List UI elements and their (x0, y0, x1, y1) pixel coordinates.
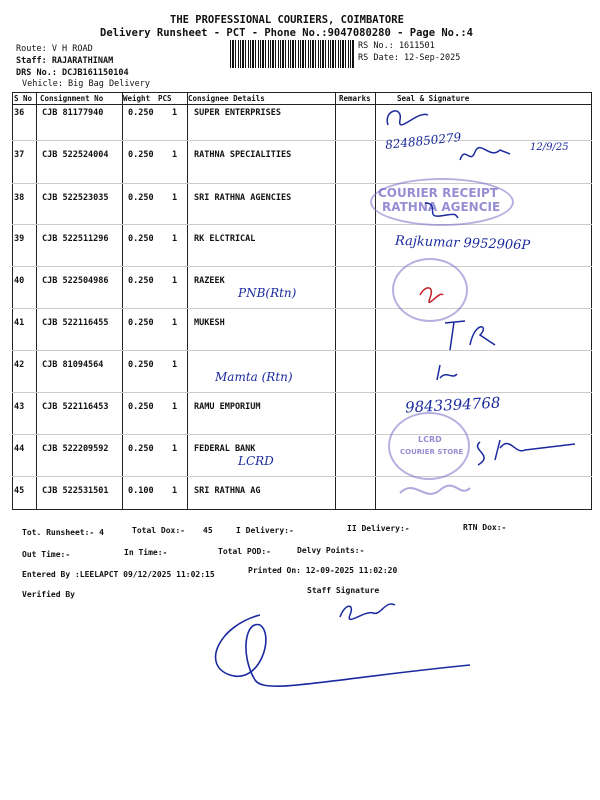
row-separator (12, 476, 592, 477)
out-time: Out Time:- (22, 550, 71, 559)
verifier-signature (200, 595, 480, 705)
row-consignment-no: CJB 81177940 (42, 108, 104, 118)
verified-by: Verified By (22, 590, 75, 599)
row-pcs: 1 (172, 108, 178, 118)
in-time: In Time:- (124, 548, 168, 557)
row-pcs: 1 (172, 444, 178, 454)
row-consignment-no: CJB 81094564 (42, 360, 104, 370)
total-dox-label: Total Dox:- (132, 526, 185, 535)
row-sno: 37 (14, 150, 25, 160)
row-consignment-no: CJB 522511296 (42, 234, 109, 244)
row-weight: 0.250 (128, 108, 154, 118)
row-pcs: 1 (172, 276, 178, 286)
row-pcs: 1 (172, 360, 178, 370)
col-consignment: Consignment No (40, 94, 104, 103)
row-handwritten-note: LCRD (238, 454, 274, 468)
col-seal: Seal & Signature (397, 94, 470, 103)
company-name: THE PROFESSIONAL COURIERS, COIMBATORE (170, 14, 404, 26)
row-weight: 0.250 (128, 150, 154, 160)
col-pcs: PCS (158, 94, 172, 103)
signature-41 (440, 315, 500, 355)
row-consignment-no: CJB 522531501 (42, 486, 109, 496)
row-consignee: FEDERAL BANK (194, 444, 256, 454)
row-weight: 0.250 (128, 444, 154, 454)
row-separator (12, 224, 592, 225)
i-delivery: I Delivery:- (236, 526, 294, 535)
row-weight: 0.250 (128, 193, 154, 203)
row-handwritten-note: Mamta (Rtn) (215, 370, 293, 384)
row-separator (12, 392, 592, 393)
row-weight: 0.250 (128, 318, 154, 328)
row-consignee: RK ELCTRICAL (194, 234, 256, 244)
rs-number: RS No.: 1611501 (358, 41, 435, 51)
entered-by: Entered By :LEELAPCT 09/12/2025 11:02:15 (22, 570, 215, 579)
row-sno: 41 (14, 318, 25, 328)
drs-number: DRS No.: DCJB161150104 (16, 68, 129, 78)
row-consignment-no: CJB 522116453 (42, 402, 109, 412)
handwritten-phone-43: 9843394768 (404, 393, 501, 417)
signature-45 (395, 478, 475, 508)
row-sno: 39 (14, 234, 25, 244)
row-consignment-no: CJB 522524004 (42, 150, 109, 160)
row-consignment-no: CJB 522523035 (42, 193, 109, 203)
row-pcs: 1 (172, 234, 178, 244)
row-consignee: SUPER ENTERPRISES (194, 108, 281, 118)
rtn-dox: RTN Dox:- (463, 523, 507, 532)
row-consignment-no: CJB 522116455 (42, 318, 109, 328)
printed-on: Printed On: 12-09-2025 11:02:20 (248, 566, 398, 575)
row-consignee: SRI RATHNA AGENCIES (194, 193, 292, 203)
stamp-44-text2: COURIER STORE (400, 448, 464, 456)
row-separator (12, 183, 592, 184)
row-weight: 0.250 (128, 234, 154, 244)
runsheet-title: Delivery Runsheet - PCT - Phone No.:9047080280 - Page No.:4 (100, 27, 473, 39)
col-remarks: Remarks (339, 94, 371, 103)
staff-signature-label: Staff Signature (307, 586, 380, 595)
delvy-points: Delvy Points:- (297, 546, 365, 555)
row-weight: 0.100 (128, 486, 154, 496)
col-weight: Weight (123, 94, 151, 103)
signature-38 (420, 198, 460, 223)
handwritten-phone-36: 8248850279 (384, 130, 462, 152)
route-label: Route: V H ROAD (16, 44, 93, 54)
stamp-38-text2: RATHNA AGENCIE (382, 200, 501, 214)
row-consignee: RAZEEK (194, 276, 225, 286)
row-sno: 38 (14, 193, 25, 203)
row-consignment-no: CJB 522209592 (42, 444, 109, 454)
total-dox-value: 45 (203, 526, 213, 535)
row-sno: 42 (14, 360, 25, 370)
row-separator (12, 350, 592, 351)
vehicle-label: Vehicle: Big Bag Delivery (22, 79, 150, 89)
stamp-44 (388, 412, 470, 480)
row-pcs: 1 (172, 318, 178, 328)
signature-42 (432, 360, 462, 385)
tot-runsheet: Tot. Runsheet:- 4 (22, 528, 104, 537)
row-weight: 0.250 (128, 360, 154, 370)
stamp-44-text1: LCRD (418, 435, 442, 444)
barcode (230, 40, 354, 68)
row-sno: 45 (14, 486, 25, 496)
row-handwritten-note: PNB(Rtn) (238, 286, 297, 300)
signature-40 (415, 280, 445, 305)
row-separator (12, 266, 592, 267)
row-weight: 0.250 (128, 276, 154, 286)
signature-37 (455, 140, 515, 170)
staff-label: Staff: RAJARATHINAM (16, 56, 114, 66)
row-pcs: 1 (172, 402, 178, 412)
row-pcs: 1 (172, 486, 178, 496)
row-consignment-no: CJB 522504986 (42, 276, 109, 286)
ii-delivery: II Delivery:- (347, 524, 410, 533)
row-consignee: RAMU EMPORIUM (194, 402, 261, 412)
handwritten-date-37: 12/9/25 (530, 142, 569, 153)
row-weight: 0.250 (128, 402, 154, 412)
row-sno: 44 (14, 444, 25, 454)
col-consignee: Consignee Details (188, 94, 265, 103)
stamp-38-text1: COURIER RECEIPT (378, 186, 498, 200)
signature-44 (470, 430, 580, 470)
row-consignee: SRI RATHNA AG (194, 486, 261, 496)
row-consignee: MUKESH (194, 318, 225, 328)
row-sno: 36 (14, 108, 25, 118)
signature-36 (378, 100, 438, 135)
row-pcs: 1 (172, 193, 178, 203)
total-pod: Total POD:- (218, 547, 271, 556)
rs-date: RS Date: 12-Sep-2025 (358, 53, 461, 63)
row-consignee: RATHNA SPECIALITIES (194, 150, 292, 160)
row-separator (12, 308, 592, 309)
handwritten-receiver-39: Rajkumar 9952906P (394, 233, 531, 254)
col-sno: S No (14, 94, 33, 103)
row-sno: 40 (14, 276, 25, 286)
row-sno: 43 (14, 402, 25, 412)
row-pcs: 1 (172, 150, 178, 160)
